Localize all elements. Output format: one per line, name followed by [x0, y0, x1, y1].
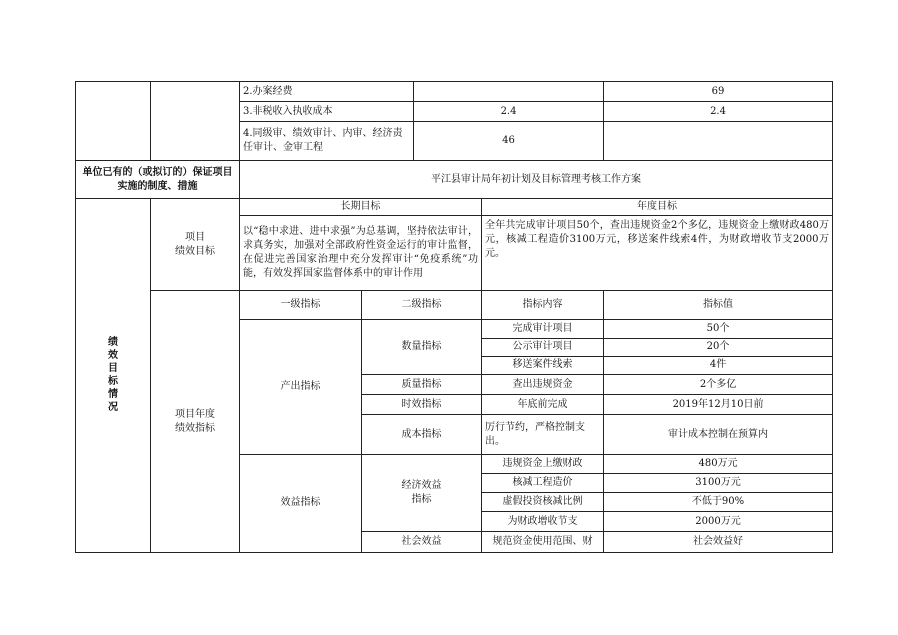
annual-header: 年度目标: [482, 199, 833, 216]
budget-value: 46: [414, 122, 604, 160]
indicator-content: 查出违规资金: [482, 375, 604, 395]
blank-cell: [76, 82, 151, 161]
indicator-content: 规范资金使用范围、财: [482, 531, 604, 552]
long-term-text: 以“稳中求进、进中求强”为总基调，坚持依法审计，求真务实，加强对全部政府性资金运行的审计监督，在促进完善国家治理中充分发挥审计“免疫系统”功能，有效发挥国家监督体系中的审计作用: [240, 216, 482, 291]
annual-indicator-label: 项目年度 绩效指标: [151, 291, 240, 553]
header-value: 指标值: [604, 291, 833, 320]
benefit-indicator-label: 效益指标: [240, 454, 362, 552]
measures-label: 单位已有的（或拟订的）保证项目实施的制度、措施: [76, 160, 240, 198]
indicator-value: 2000万元: [604, 512, 833, 531]
header-level2: 二级指标: [362, 291, 482, 320]
economic-benefit-label: 经济效益 指标: [362, 454, 482, 531]
header-content: 指标内容: [482, 291, 604, 320]
performance-target-table: [75, 81, 833, 553]
indicator-content: 为财政增收节支: [482, 512, 604, 531]
indicator-value: 20个: [604, 338, 833, 356]
indicator-value: 480万元: [604, 454, 833, 473]
indicator-content: 年底前完成: [482, 395, 604, 415]
budget-value: [604, 122, 833, 160]
blank-cell: [151, 82, 240, 161]
indicator-value: 3100万元: [604, 474, 833, 493]
social-benefit-label: 社会效益: [362, 531, 482, 552]
budget-value: 69: [604, 82, 833, 102]
indicator-value: 2个多亿: [604, 375, 833, 395]
timeliness-indicator-label: 时效指标: [362, 395, 482, 415]
indicator-content: 违规资金上缴财政: [482, 454, 604, 473]
cost-indicator-label: 成本指标: [362, 415, 482, 454]
budget-value: [414, 82, 604, 102]
indicator-content: 核减工程造价: [482, 474, 604, 493]
indicator-value: 4件: [604, 356, 833, 374]
budget-value: 2.4: [604, 102, 833, 122]
budget-item-label: 3.非税收入执收成本: [240, 102, 414, 122]
performance-section-label: 绩效目标情况: [76, 199, 151, 553]
indicator-content: 移送案件线索: [482, 356, 604, 374]
budget-value: 2.4: [414, 102, 604, 122]
project-goal-label: 项目 绩效目标: [151, 199, 240, 291]
quantity-indicator-label: 数量指标: [362, 320, 482, 375]
indicator-value: 2019年12月10日前: [604, 395, 833, 415]
output-indicator-label: 产出指标: [240, 320, 362, 454]
indicator-content: 公示审计项目: [482, 338, 604, 356]
indicator-content: 完成审计项目: [482, 320, 604, 338]
budget-item-label: 2.办案经费: [240, 82, 414, 102]
budget-item-label: 4.同级审、绩效审计、内审、经济责任审计、金审工程: [240, 122, 414, 160]
indicator-content: 虚假投资核减比例: [482, 493, 604, 512]
indicator-value: 社会效益好: [604, 531, 833, 552]
annual-text: 全年共完成审计项目50个，查出违规资金2个多亿，违规资金上缴财政480万元，核减工程造价3100万元，移送案件线索4件，为财政增收节支2000万元。: [482, 216, 833, 291]
header-level1: 一级指标: [240, 291, 362, 320]
indicator-value: 审计成本控制在预算内: [604, 415, 833, 454]
measures-value: 平江县审计局年初计划及目标管理考核工作方案: [240, 160, 833, 198]
indicator-value: 不低于90%: [604, 493, 833, 512]
indicator-content: 厉行节约，严格控制支出。: [482, 415, 604, 454]
long-term-header: 长期目标: [240, 199, 482, 216]
quality-indicator-label: 质量指标: [362, 375, 482, 395]
indicator-value: 50个: [604, 320, 833, 338]
